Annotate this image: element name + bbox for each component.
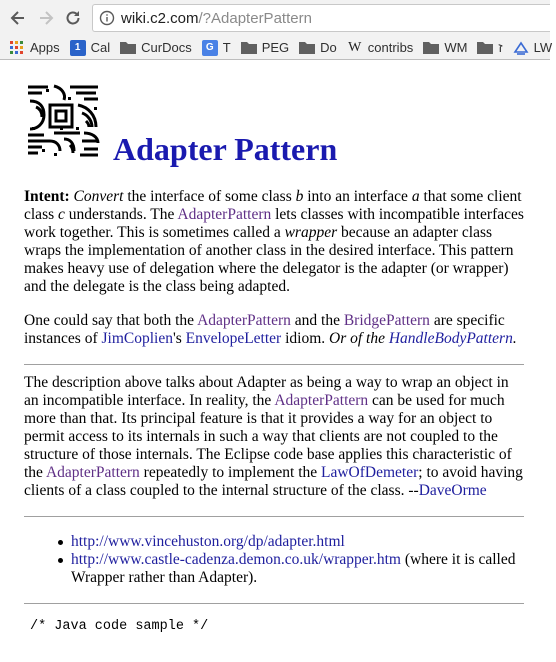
reload-button[interactable] [63,8,83,28]
text-run: can be used for much more than that. Its principal feature is that it provides a way for an object to permit access to its internals in such a way that clients are not coupled to the structure of those internals. The Eclipse code base applies this characteristic of the [24,392,512,481]
bookmark-peg[interactable] [237,37,293,59]
forward-arrow-icon [37,9,55,27]
emphasis-convert: Convert [73,188,124,205]
folder-icon [299,40,315,56]
bridge-paragraph [24,312,524,348]
bookmark-label: Cal [90,40,111,55]
text-run: ; to avoid having clients of a class coupled to the internal structure of the class. -- [24,464,523,499]
emphasis-c: c [58,206,65,223]
text-run: 's [172,330,186,347]
list-item [71,533,524,551]
link-envelope-letter[interactable]: EnvelopeLetter [185,330,282,347]
link-adapter-pattern[interactable]: AdapterPattern [177,206,272,223]
emphasis-wrapper: wrapper [284,224,338,241]
divider [24,364,524,365]
bookmark-do[interactable] [295,37,341,59]
link-jim-coplien[interactable]: JimCoplien [101,330,173,347]
folder-icon [120,40,136,56]
emphasis-a: a [411,188,420,205]
text-run: repeatedly to implement the [139,464,321,481]
bookmark-t[interactable] [198,37,235,59]
apps-grid-icon [9,40,25,56]
text-run: (where it is called Wrapper rather than Adapter). [71,551,516,586]
bookmark-label: T [222,40,231,55]
url-path: /?AdapterPattern [198,9,312,27]
divider [24,603,524,604]
divider [24,516,524,517]
text-run: are specific instances of [24,312,505,347]
text-run: the interface of some class [123,188,296,205]
bookmark-curdocs[interactable] [116,37,196,59]
site-info-icon[interactable] [93,5,121,31]
text-run: One could say that both the [24,312,198,329]
bookmark-label: LW [533,40,553,55]
extension-icon [513,40,529,56]
bookmark-wm[interactable] [419,37,471,59]
translate-icon: G [202,40,218,56]
bookmark-label: Apps [30,40,60,55]
page-title[interactable]: Adapter Pattern [113,131,338,167]
italic-aside [329,330,517,347]
link-adapter-pattern[interactable]: AdapterPattern [45,464,140,481]
bookmark-apps[interactable] [0,37,64,59]
text-run: . [512,330,517,347]
calendar-icon: 1 [70,40,86,56]
link-vincehuston[interactable]: http://www.vincehuston.org/dp/adapter.html [71,533,345,550]
link-bridge-pattern[interactable]: BridgePattern [343,312,430,329]
intent-paragraph [24,188,524,296]
bookmark-cal[interactable] [66,37,115,59]
bookmark-label: CurDocs [141,40,192,55]
link-adapter-pattern[interactable]: AdapterPattern [197,312,291,329]
bookmark-label: WM [444,40,468,55]
link-adapter-pattern[interactable]: AdapterPattern [274,392,369,409]
bookmark-label: Do [320,40,337,55]
folder-icon [241,40,257,56]
text-run: because an adapter class wraps the implementation of another class in the desired interface. This pattern makes heavy use of delegation where the delegator is the adapter (or wrapper) and the delegate is the class being adapted. [24,224,514,295]
list-item [71,551,524,587]
link-dave-orme[interactable]: DaveOrme [418,482,487,499]
url-host: wiki.c2.com [121,9,199,27]
external-links-list [24,533,524,587]
address-bar[interactable] [92,4,550,32]
page-body [24,188,524,636]
link-law-of-demeter[interactable]: LawOfDemeter [321,464,419,481]
link-handle-body-pattern[interactable]: HandleBodyPattern [388,330,513,347]
wiki-logo[interactable] [24,83,102,159]
text-run: Or of the [329,330,389,347]
text-run: idiom. [281,330,330,347]
text-run: that some client class [24,188,522,223]
intent-label: Intent: [24,188,70,205]
back-arrow-icon [9,9,27,27]
bookmark-label: contribs [367,40,414,55]
emphasis-b: b [295,188,304,205]
description-paragraph [24,374,524,500]
bookmark-lw[interactable] [509,37,556,59]
forward-button[interactable] [36,8,56,28]
wikipedia-icon: W [348,39,362,55]
bookmark-contribs[interactable] [343,37,418,59]
reload-icon [64,9,82,27]
bookmark-label: PEG [261,40,290,55]
code-sample: /* Java code sample */ [30,619,209,634]
bookmark-label: ז [498,40,503,55]
text-run: understands. The [64,206,178,223]
browser-toolbar [0,0,550,36]
back-button[interactable] [8,8,28,28]
link-castle-cadenza[interactable]: http://www.castle-cadenza.demon.co.uk/wrapper.htm [71,551,401,568]
url-text [121,10,312,27]
bookmarks-bar [0,36,553,60]
bookmark-zayin[interactable] [473,37,506,59]
folder-icon [477,40,493,56]
folder-icon [423,40,439,56]
text-run: lets classes with incompatible interfaces work together. This is sometimes called a [24,206,524,241]
text-run: and the [290,312,344,329]
text-run: into an interface [303,188,412,205]
text-run: The description above talks about Adapter as being a way to wrap an object in an incompatible interface. In reality, the [24,374,509,409]
